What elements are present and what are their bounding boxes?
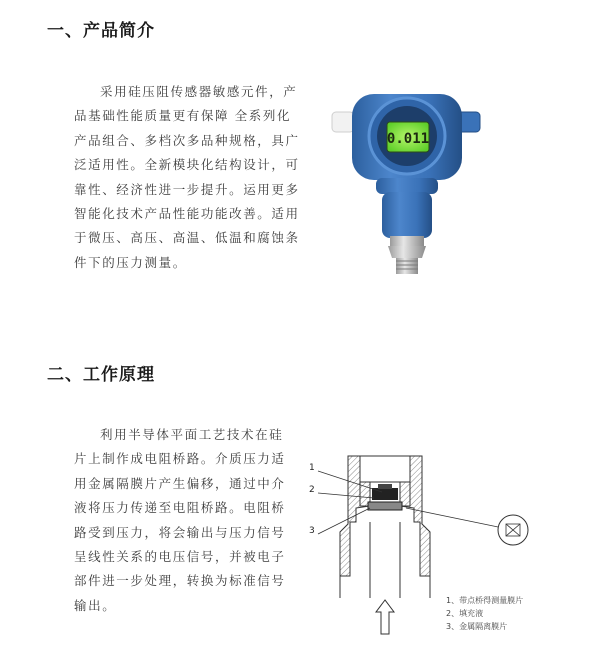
text-line: 路受到压力，将会输出与压力信号 [74,524,286,540]
text-line: 件下的压力测量。 [74,254,187,270]
section2-title: 二、工作原理 [47,365,155,385]
legend-item: 1、带点桥得测量膜片 [446,596,524,605]
diagram-legend [446,594,523,633]
text-line: 液将压力传递至电阻桥路。电阻桥 [74,500,286,516]
text-line: 部件进一步处理，转换为标准信号 [74,573,286,589]
pressure-transmitter-image [330,86,500,276]
legend-item: 3、金属隔离膜片 [446,622,508,631]
callout-1: 1 [309,463,315,473]
text-line: 输出。 [74,597,117,613]
text-line: 于微压、高压、高温、低温和腐蚀条 [74,230,300,246]
legend-item: 2、填充液 [446,609,484,618]
principle-paragraph [74,423,286,618]
text-line: 呈线性关系的电压信号，并被电子 [74,549,286,565]
text-line: 采用硅压阻传感器敏感元件，产 [100,84,298,99]
lcd-reading: 0.011 [386,131,430,147]
text-line: 泛适用性。全新模块化结构设计，可 [74,157,300,173]
text-line: 品基础性能质量更有保障 全系列化 [74,108,292,124]
text-line: 利用半导体平面工艺技术在硅 [100,427,284,442]
callout-3: 3 [309,526,315,536]
text-line: 产品组合、多档次多品种规格，具广 [74,132,300,148]
text-line: 片上制作成电阻桥路。介质压力适 [74,451,286,467]
callout-2: 2 [309,485,315,495]
text-line: 智能化技术产品性能功能改善。适用 [74,206,300,222]
section1-title: 一、产品简介 [47,21,155,41]
text-line: 用金属隔膜片产生偏移，通过中介 [74,475,286,491]
text-line: 靠性、经济性进一步提升。运用更多 [74,181,300,197]
intro-paragraph [74,80,300,275]
